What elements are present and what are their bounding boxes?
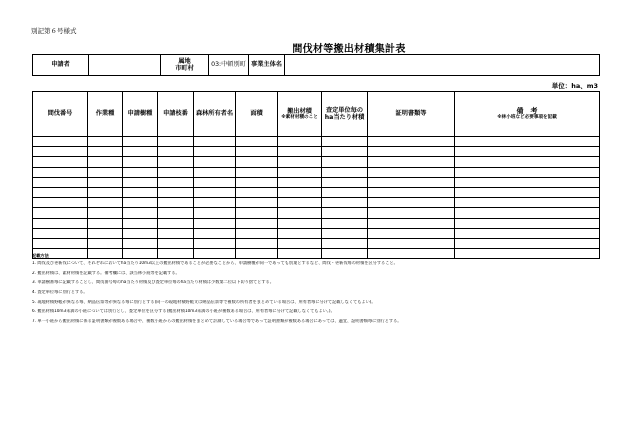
table-cell[interactable] <box>123 157 158 167</box>
table-cell[interactable] <box>322 177 368 187</box>
note-item: 5. 現地材積野帳が異なる毎、納品伝票等が異なる毎に別行とする(同一の現地材積野帳又は納品伝票等で複数の所有者をまとめている場合は、所有者毎に分けて記載しなくてもよい)。 <box>32 299 376 304</box>
table-cell[interactable] <box>194 218 236 228</box>
column-header: 備 考 ※林小班など必要事項を記載 <box>455 92 600 137</box>
table-cell[interactable] <box>194 208 236 218</box>
column-header: 森林所有者名 <box>194 92 236 137</box>
table-cell[interactable] <box>368 137 455 147</box>
table-cell[interactable] <box>322 208 368 218</box>
table-cell[interactable] <box>88 228 123 238</box>
operator-label: 事業主体名 <box>249 55 285 76</box>
table-cell[interactable] <box>278 228 322 238</box>
table-row <box>33 228 600 238</box>
table-cell[interactable] <box>33 167 88 177</box>
table-cell[interactable] <box>455 157 600 167</box>
table-cell[interactable] <box>123 228 158 238</box>
table-cell[interactable] <box>455 238 600 248</box>
form-number: 別記第６号様式 <box>31 27 77 35</box>
notes-heading: 記載方法 <box>32 253 49 258</box>
table-cell[interactable] <box>123 208 158 218</box>
table-cell[interactable] <box>236 198 278 208</box>
table-row <box>33 137 600 147</box>
table-cell[interactable] <box>322 157 368 167</box>
table-row <box>33 198 600 208</box>
table-row <box>33 167 600 177</box>
column-header: 作業種 <box>88 92 123 137</box>
table-cell[interactable] <box>322 238 368 248</box>
note-item: 4. 査定単位毎に別行とする。 <box>32 289 88 294</box>
operator-value-cell[interactable] <box>285 55 600 76</box>
notes-section <box>32 254 607 328</box>
table-cell[interactable] <box>123 238 158 248</box>
table-cell[interactable] <box>33 208 88 218</box>
table-cell[interactable] <box>194 137 236 147</box>
table-cell[interactable] <box>455 147 600 157</box>
table-cell[interactable] <box>455 198 600 208</box>
table-cell[interactable] <box>368 187 455 197</box>
table-cell[interactable] <box>33 137 88 147</box>
location-label: 属地 市町村 <box>161 55 209 76</box>
table-cell[interactable] <box>33 228 88 238</box>
table-cell[interactable] <box>33 187 88 197</box>
table-cell[interactable] <box>322 218 368 228</box>
table-cell[interactable] <box>278 177 322 187</box>
note-item: 2. 搬出材積は、素材材積を記載する。備考欄には、該当林小班等を記載する。 <box>32 270 180 275</box>
table-cell[interactable] <box>278 147 322 157</box>
table-cell[interactable] <box>455 187 600 197</box>
table-cell[interactable] <box>123 137 158 147</box>
table-cell[interactable] <box>33 177 88 187</box>
table-cell[interactable] <box>368 157 455 167</box>
column-header: 申請樹種 <box>123 92 158 137</box>
table-cell[interactable] <box>278 238 322 248</box>
table-cell[interactable] <box>278 218 322 228</box>
table-cell[interactable] <box>194 157 236 167</box>
table-cell[interactable] <box>236 238 278 248</box>
table-cell[interactable] <box>158 208 194 218</box>
table-cell[interactable] <box>194 198 236 208</box>
table-cell[interactable] <box>123 147 158 157</box>
table-cell[interactable] <box>236 177 278 187</box>
table-cell[interactable] <box>194 238 236 248</box>
table-cell[interactable] <box>455 218 600 228</box>
table-header-row <box>33 92 600 137</box>
column-header: 面積 <box>236 92 278 137</box>
table-cell[interactable] <box>236 218 278 228</box>
table-cell[interactable] <box>455 228 600 238</box>
table-cell[interactable] <box>236 157 278 167</box>
column-header: 申請枝番 <box>158 92 194 137</box>
table-cell[interactable] <box>33 238 88 248</box>
table-cell[interactable] <box>368 208 455 218</box>
column-header: 搬出材積 ※素材材積のこと <box>278 92 322 137</box>
table-cell[interactable] <box>123 177 158 187</box>
table-row <box>33 218 600 228</box>
table-cell[interactable] <box>194 228 236 238</box>
table-cell[interactable] <box>158 228 194 238</box>
table-cell[interactable] <box>236 228 278 238</box>
table-cell[interactable] <box>322 187 368 197</box>
table-cell[interactable] <box>158 177 194 187</box>
table-cell[interactable] <box>278 187 322 197</box>
table-cell[interactable] <box>88 238 123 248</box>
table-cell[interactable] <box>278 167 322 177</box>
table-cell[interactable] <box>33 218 88 228</box>
table-cell[interactable] <box>368 238 455 248</box>
table-cell[interactable] <box>158 198 194 208</box>
table-cell[interactable] <box>236 137 278 147</box>
table-cell[interactable] <box>33 147 88 157</box>
table-cell[interactable] <box>194 147 236 157</box>
applicant-label: 申請者 <box>33 55 89 76</box>
table-cell[interactable] <box>194 187 236 197</box>
table-cell[interactable] <box>88 167 123 177</box>
note-item: 7. 単一小班から搬出材積に係る証明書類が複数ある場合や、複数小班からの搬出材積をまとめて計測している場合等であって証明書類が複数ある場合にあっては、適宜、証明書類毎に別行とする。 <box>32 318 402 323</box>
table-cell[interactable] <box>368 198 455 208</box>
table-cell[interactable] <box>236 208 278 218</box>
table-cell[interactable] <box>236 147 278 157</box>
table-row <box>33 177 600 187</box>
table-cell[interactable] <box>123 167 158 177</box>
table-cell[interactable] <box>455 137 600 147</box>
table-cell[interactable] <box>455 177 600 187</box>
table-cell[interactable] <box>368 228 455 238</box>
table-cell[interactable] <box>88 208 123 218</box>
table-cell[interactable] <box>88 218 123 228</box>
table-row <box>33 187 600 197</box>
note-item: 6. 搬出材積10m3未満の小班については別行とし、査定単位を区分する(搬出材積10m3未満の小班が複数ある場合は、所有者毎に分けて記載しなくてもよい。)。 <box>32 309 335 314</box>
column-header: 証明書類等 <box>368 92 455 137</box>
table-cell[interactable] <box>194 177 236 187</box>
table-cell[interactable] <box>194 167 236 177</box>
table-cell[interactable] <box>88 177 123 187</box>
table-cell[interactable] <box>322 228 368 238</box>
page-title: 間伐材等搬出材積集計表 <box>292 44 406 55</box>
table-cell[interactable] <box>278 157 322 167</box>
table-cell[interactable] <box>322 167 368 177</box>
table-cell[interactable] <box>88 187 123 197</box>
applicant-header-table <box>32 54 600 76</box>
table-cell[interactable] <box>278 208 322 218</box>
table-cell[interactable] <box>455 208 600 218</box>
table-cell[interactable] <box>322 137 368 147</box>
column-header: 間伐番号 <box>33 92 88 137</box>
table-cell[interactable] <box>88 157 123 167</box>
table-cell[interactable] <box>88 198 123 208</box>
table-cell[interactable] <box>123 218 158 228</box>
table-cell[interactable] <box>88 147 123 157</box>
volume-summary-table <box>32 91 600 259</box>
table-cell[interactable] <box>322 198 368 208</box>
table-row <box>33 157 600 167</box>
table-cell[interactable] <box>368 147 455 157</box>
table-cell[interactable] <box>368 177 455 187</box>
table-cell[interactable] <box>322 147 368 157</box>
table-cell[interactable] <box>158 187 194 197</box>
applicant-value-cell[interactable] <box>89 55 161 76</box>
table-cell[interactable] <box>455 167 600 177</box>
table-row <box>33 208 600 218</box>
table-cell[interactable] <box>368 167 455 177</box>
note-item: 1. 間伐及び更新伐について、それぞれにおいてha当たり10m3以上の搬出材積であることが必要なことから、申請樹種が同一であっても別葉とするなど、間伐・更新伐毎の材積を区分すること。 <box>32 261 398 266</box>
table-cell[interactable] <box>278 137 322 147</box>
table-cell[interactable] <box>158 137 194 147</box>
table-row <box>33 238 600 248</box>
table-row <box>33 147 600 157</box>
note-item: 3. 申請樹番毎に記載することし、間伐番号毎のha当たり材積及び査定単位毎のha当たり材積は少数第二位以下切り捨てとする。 <box>32 280 274 285</box>
table-cell[interactable] <box>33 198 88 208</box>
table-cell[interactable] <box>158 218 194 228</box>
table-cell[interactable] <box>158 167 194 177</box>
location-value[interactable]: 03:中頓別町 <box>209 55 249 76</box>
table-cell[interactable] <box>158 238 194 248</box>
table-cell[interactable] <box>33 157 88 167</box>
column-header: 査定単位毎のha当たり材積 <box>322 92 368 137</box>
table-cell[interactable] <box>236 167 278 177</box>
table-cell[interactable] <box>158 157 194 167</box>
table-cell[interactable] <box>123 187 158 197</box>
table-cell[interactable] <box>368 218 455 228</box>
table-cell[interactable] <box>158 147 194 157</box>
table-cell[interactable] <box>88 137 123 147</box>
unit-label: 単位：ha、m3 <box>551 82 598 90</box>
table-cell[interactable] <box>236 187 278 197</box>
table-cell[interactable] <box>123 198 158 208</box>
table-cell[interactable] <box>278 198 322 208</box>
